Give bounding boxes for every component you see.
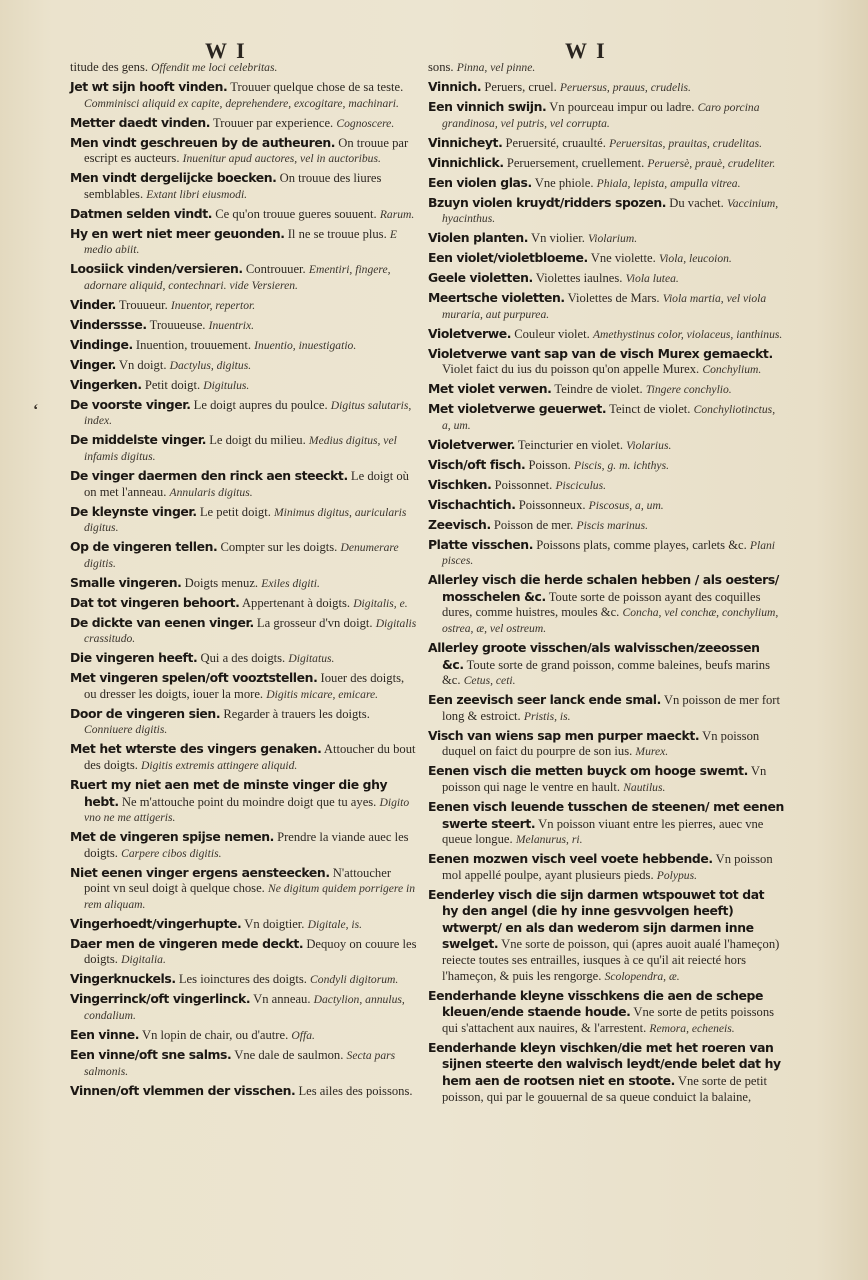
- dictionary-entry: [428, 640, 784, 689]
- entry-french-gloss: Peruers, cruel.: [484, 79, 557, 94]
- entry-latin-gloss: Pristis, is.: [523, 709, 571, 723]
- entry-latin-gloss: Conniuere digitis.: [84, 723, 168, 737]
- entry-french-gloss: Prendre la viande auec les doigts.: [84, 830, 409, 860]
- entry-headword: Vinnicheyt.: [428, 134, 503, 150]
- dictionary-entry: [428, 270, 784, 287]
- entry-french-gloss: Violet faict du ius du poisson qu'on appelle Murex.: [442, 362, 700, 377]
- entry-latin-gloss: Ementiri, fingere, adornare aliquid, contechnari. vide Versieren.: [84, 263, 391, 292]
- entry-french-gloss: Vn lopin de chair, ou d'autre.: [142, 1027, 289, 1042]
- entry-latin-gloss: Digitatus.: [288, 652, 335, 666]
- entry-french-gloss: Poisson de mer.: [493, 517, 574, 532]
- entry-french-gloss: Toute sorte de grand poisson, comme baleines, beufs marins &c.: [442, 657, 770, 688]
- dictionary-entry: [70, 865, 418, 913]
- entry-latin-gloss: Conchyliotinctus, a, um.: [442, 403, 776, 432]
- entry-french-gloss: Trouuer quelque chose de sa teste.: [230, 79, 404, 94]
- entry-french-gloss: Les ailes des poissons.: [298, 1083, 413, 1098]
- entry-french-gloss: Le petit doigt.: [199, 504, 271, 519]
- entry-latin-gloss: Phiala, lepista, ampulla vitrea.: [596, 176, 741, 190]
- entry-latin-gloss: Scolopendra, æ.: [604, 969, 680, 983]
- entry-headword: Visch/oft fisch.: [428, 456, 526, 472]
- entry-headword: Violetverwer.: [428, 436, 515, 452]
- entry-headword: Een zeevisch seer lanck ende smal.: [428, 692, 661, 708]
- entry-headword: Dat tot vingeren behoort.: [70, 594, 240, 610]
- entry-headword: Smalle vingeren.: [70, 574, 182, 590]
- entry-latin-gloss: Inuentor, repertor.: [170, 298, 256, 312]
- entry-headword: Een violen glas.: [428, 174, 532, 190]
- entry-french-gloss: Controuuer.: [245, 262, 306, 277]
- dictionary-entry: [428, 326, 784, 343]
- entry-headword: Vingerrinck/oft vingerlinck.: [70, 991, 251, 1007]
- entry-french-gloss: Peruersement, cruellement.: [506, 155, 645, 170]
- entry-french-gloss: Doigts menuz.: [184, 575, 259, 590]
- dictionary-entry: [428, 135, 784, 152]
- entry-latin-gloss: Digitulus.: [203, 378, 250, 392]
- entry-latin-gloss: Digitalia.: [121, 953, 166, 967]
- entry-headword: Vinger.: [70, 356, 116, 372]
- entry-french-gloss: Vn violier.: [531, 231, 585, 246]
- dictionary-entry: [70, 135, 418, 167]
- entry-latin-gloss: Peruersè, prauè, crudeliter.: [647, 156, 776, 170]
- dictionary-entry: [70, 432, 418, 464]
- entry-latin-gloss: Peruersitas, prauitas, crudelitas.: [609, 136, 763, 150]
- entry-french-gloss: N'attoucher point vn seul doigt à quelque chose.: [84, 865, 392, 896]
- entry-french-gloss: Teincturier en violet.: [517, 437, 623, 452]
- dictionary-entry: [70, 971, 418, 988]
- entry-headword: Met het wterste des vingers genaken.: [70, 741, 322, 757]
- entry-headword: De vinger daermen den rinck aen steeckt.: [70, 467, 348, 483]
- entry-headword: Vingerken.: [70, 376, 142, 392]
- entry-latin-gloss: Digitalis, e.: [353, 596, 408, 610]
- dictionary-entry: [428, 887, 784, 985]
- entry-headword: De voorste vinger.: [70, 396, 191, 412]
- entry-headword: Vinderssse.: [70, 316, 147, 332]
- running-head-left: W I: [205, 38, 247, 63]
- entry-headword: Vinnich.: [428, 78, 482, 94]
- entry-french-gloss: Du vachet.: [669, 195, 724, 210]
- entry-headword: Vingerknuckels.: [70, 971, 176, 987]
- entry-french-gloss: titude des gens.: [70, 60, 148, 74]
- dictionary-entry: [70, 991, 418, 1023]
- entry-latin-gloss: Inuentio, inuestigatio.: [254, 338, 357, 352]
- entry-french-gloss: Couleur violet.: [514, 326, 590, 341]
- entry-latin-gloss: Denumerare digitis.: [84, 541, 399, 570]
- entry-french-gloss: Vn pourceau impur ou ladre.: [549, 99, 695, 114]
- entry-french-gloss: Vne phiole.: [534, 175, 594, 190]
- entry-latin-gloss: Digitus salutaris, index.: [84, 398, 412, 428]
- entry-french-gloss: Iouer des doigts, ou dresser les doigts, iouer la more.: [84, 671, 405, 701]
- entry-latin-gloss: Medius digitus, vel infamis digitus.: [84, 434, 397, 463]
- entry-headword: Met violet verwen.: [428, 381, 552, 397]
- dictionary-entry: [70, 60, 418, 76]
- entry-latin-gloss: Digitis extremis attingere aliquid.: [141, 758, 298, 772]
- entry-latin-gloss: Nautilus.: [623, 780, 666, 794]
- entry-headword: Vinnichlick.: [428, 154, 504, 170]
- entry-french-gloss: Compter sur les doigts.: [220, 540, 338, 555]
- dictionary-entry: [70, 595, 418, 612]
- entry-french-gloss: Dequoy on couure les doigts.: [84, 936, 417, 967]
- entry-headword: Violetverwe.: [428, 325, 512, 341]
- entry-latin-gloss: Tingere conchylio.: [645, 383, 732, 397]
- dictionary-entry: [70, 1083, 418, 1100]
- dictionary-entry: [70, 670, 418, 702]
- entry-latin-gloss: Digitale, is.: [307, 917, 363, 931]
- dictionary-entry: [70, 357, 418, 374]
- entry-french-gloss: Vn poisson duquel on faict du pourpre de son ius.: [442, 728, 760, 759]
- dictionary-entry: [70, 206, 418, 223]
- entry-french-gloss: On trouue par escript es aucteurs.: [84, 135, 409, 166]
- entry-headword: De middelste vinger.: [70, 432, 207, 448]
- entry-french-gloss: Poisson.: [528, 457, 571, 472]
- entry-headword: Vingerhoedt/vingerhupte.: [70, 915, 242, 931]
- entry-headword: Allerley groote visschen/als walvisschen/zeeossen &c.: [428, 640, 760, 672]
- entry-headword: Loosiick vinden/versieren.: [70, 261, 243, 277]
- entry-french-gloss: Violettes iaulnes.: [535, 271, 623, 286]
- dictionary-entry: [70, 377, 418, 394]
- page-header: [0, 38, 868, 62]
- entry-headword: Violetverwe vant sap van de visch Murex gemaeckt.: [428, 345, 773, 361]
- entry-headword: Eenen visch leuende tusschen de steenen/ met eenen swerte steert.: [428, 798, 784, 831]
- dictionary-entry: [428, 290, 784, 322]
- entry-french-gloss: On trouue des liures semblables.: [84, 171, 382, 201]
- entry-headword: Platte visschen.: [428, 536, 534, 552]
- dictionary-entry: [70, 170, 418, 202]
- entry-latin-gloss: Ne digitum quidem porrigere in rem aliquam.: [84, 882, 416, 911]
- entry-latin-gloss: Rarum.: [379, 207, 415, 221]
- dictionary-entry: [428, 401, 784, 433]
- dictionary-entry: [428, 851, 784, 883]
- entry-french-gloss: Attoucher du bout des doigts.: [84, 742, 416, 772]
- entry-french-gloss: Peruersité, cruaulté.: [505, 135, 606, 150]
- entry-latin-gloss: Peruersus, prauus, crudelis.: [559, 80, 691, 94]
- dictionary-entry: [70, 297, 418, 314]
- dictionary-entry: [428, 175, 784, 192]
- dictionary-entry: [70, 539, 418, 571]
- entry-headword: Met de vingeren spijse nemen.: [70, 829, 274, 845]
- dictionary-entry: [70, 397, 418, 429]
- entry-latin-gloss: Plani pisces.: [442, 538, 776, 568]
- dictionary-entry: [70, 1047, 418, 1079]
- entry-french-gloss: Ne m'attouche point du moindre doigt que tu ayes.: [121, 794, 377, 809]
- entry-latin-gloss: Digito vno ne me attigeris.: [84, 795, 410, 825]
- dictionary-entry: [428, 728, 784, 760]
- entry-french-gloss: Vne sorte de poisson, qui (apres auoit aualé l'hameçon) reiecte toutes ses entrailles, iusques à ce qu'il ait reiecté hors l'hameçon, & puis les rengorge.: [442, 937, 780, 983]
- dictionary-entry: [70, 468, 418, 500]
- entry-headword: Vischachtich.: [428, 496, 516, 512]
- entry-french-gloss: Vn poisson mol appellé poulpe, ayant plusieurs pieds.: [442, 852, 773, 882]
- entry-headword: Eenderhande kleyne visschkens die aen de schepe kleuen/ende staende houde.: [428, 987, 763, 1020]
- entry-headword: Hy en wert niet meer geuonden.: [70, 225, 285, 241]
- entry-french-gloss: Qui a des doigts.: [200, 651, 286, 666]
- entry-latin-gloss: Viola lutea.: [625, 272, 679, 286]
- dictionary-entry: [70, 650, 418, 667]
- entry-latin-gloss: Minimus digitus, auricularis digitus.: [84, 505, 407, 535]
- left-column: [70, 60, 418, 1103]
- entry-french-gloss: Teindre de violet.: [554, 382, 643, 397]
- entry-latin-gloss: Carpere cibos digitis.: [121, 846, 222, 860]
- entry-latin-gloss: Dactylus, digitus.: [169, 358, 252, 372]
- dictionary-entry: [428, 763, 784, 795]
- entry-headword: Die vingeren heeft.: [70, 650, 198, 666]
- entry-latin-gloss: Murex.: [635, 745, 669, 759]
- entry-headword: Men vindt dergelijcke boecken.: [70, 170, 277, 186]
- dictionary-entry: [428, 155, 784, 172]
- entry-headword: Violen planten.: [428, 230, 529, 246]
- entry-latin-gloss: Offa.: [291, 1028, 315, 1042]
- entry-french-gloss: Appertenant à doigts.: [241, 595, 351, 610]
- entry-latin-gloss: Annularis digitus.: [169, 485, 253, 499]
- entry-headword: Allerley visch die herde schalen hebben / als oesters/ mosschelen &c.: [428, 572, 779, 604]
- entry-latin-gloss: Cognoscere.: [336, 116, 395, 130]
- entry-latin-gloss: Caro porcina grandinosa, vel putris, vel corrupta.: [442, 100, 760, 130]
- entry-headword: Door de vingeren sien.: [70, 705, 221, 721]
- entry-latin-gloss: Amethystinus color, violaceus, ianthinus.: [592, 327, 783, 341]
- entry-latin-gloss: Secta pars salmonis.: [84, 1048, 396, 1078]
- dictionary-entry: [428, 477, 784, 494]
- entry-french-gloss: Toute sorte de poisson ayant des coquilles dures, comme huistres, moules &c.: [442, 589, 761, 620]
- entry-headword: Een violet/violetbloeme.: [428, 250, 588, 266]
- entry-headword: Een vinne/oft sne salms.: [70, 1046, 232, 1062]
- entry-french-gloss: Vne sorte de petits poissons qui s'attachent aux nauires, & l'arrestent.: [442, 1005, 775, 1035]
- dictionary-entry: [70, 115, 418, 132]
- dictionary-entry: [70, 916, 418, 933]
- entry-headword: Vindinge.: [70, 336, 133, 352]
- entry-french-gloss: Trouueur.: [118, 297, 168, 312]
- entry-latin-gloss: Viola, leucoion.: [658, 252, 732, 266]
- entry-latin-gloss: Exiles digiti.: [261, 576, 320, 590]
- entry-french-gloss: Poissonneux.: [518, 497, 586, 512]
- dictionary-entry: [70, 615, 418, 647]
- entry-latin-gloss: Viola martia, vel viola muraria, aut purpurea.: [442, 292, 767, 321]
- dictionary-entry: [428, 692, 784, 724]
- entry-french-gloss: Vne violette.: [590, 251, 656, 266]
- dictionary-entry: [70, 261, 418, 293]
- entry-headword: De kleynste vinger.: [70, 503, 197, 519]
- entry-french-gloss: Vne dale de saulmon.: [234, 1047, 344, 1062]
- right-column: [428, 60, 784, 1109]
- entry-french-gloss: Vn poisson de mer fort long & estroict.: [442, 693, 780, 723]
- entry-latin-gloss: Remora, echeneis.: [649, 1021, 735, 1035]
- entry-headword: Jet wt sijn hooft vinden.: [70, 78, 228, 94]
- dictionary-entry: [428, 79, 784, 96]
- dictionary-entry: [70, 1027, 418, 1044]
- entry-headword: Men vindt geschreuen by de autheuren.: [70, 134, 336, 150]
- entry-french-gloss: sons.: [428, 60, 454, 74]
- dictionary-entry: [70, 575, 418, 592]
- entry-french-gloss: Regarder à trauers les doigts.: [223, 706, 370, 721]
- entry-headword: Een vinnich swijn.: [428, 98, 547, 114]
- entry-headword: Op de vingeren tellen.: [70, 539, 218, 555]
- entry-headword: Eenderhande kleyn vischken/die met het roeren van sijnen steerte den walvisch leydt/ende belet dat hy hem aen de rootsen niet en stoote.: [428, 1039, 781, 1088]
- entry-french-gloss: Violettes de Mars.: [567, 291, 660, 306]
- entry-french-gloss: Il ne se trouue plus.: [287, 226, 387, 241]
- dictionary-entry: [428, 799, 784, 848]
- entry-french-gloss: Vn poisson qui nage le ventre en hault.: [442, 764, 767, 794]
- dictionary-entry: [70, 777, 418, 826]
- dictionary-entry: [428, 195, 784, 227]
- entry-french-gloss: Trouueuse.: [149, 317, 206, 332]
- entry-french-gloss: La grosseur d'vn doigt.: [256, 615, 373, 630]
- entry-french-gloss: Le doigt où on met l'anneau.: [84, 468, 409, 499]
- entry-french-gloss: Poissons plats, comme playes, carlets &c.: [536, 537, 747, 552]
- entry-latin-gloss: Inuenitur apud auctores, vel in auctoribus.: [182, 152, 381, 166]
- dictionary-entry: [70, 79, 418, 111]
- entry-headword: De dickte van eenen vinger.: [70, 614, 254, 630]
- entry-latin-gloss: Piscis, g. m. ichthys.: [573, 458, 669, 472]
- entry-french-gloss: Inuention, trouuement.: [135, 337, 251, 352]
- dictionary-entry: [428, 517, 784, 534]
- entry-latin-gloss: Polypus.: [656, 868, 698, 882]
- entry-latin-gloss: Piscis marinus.: [576, 518, 648, 532]
- dictionary-entry: [70, 741, 418, 773]
- entry-latin-gloss: Violarius.: [626, 438, 672, 452]
- entry-french-gloss: Les ioinctures des doigts.: [178, 972, 307, 987]
- dictionary-entry: [428, 497, 784, 514]
- dictionary-entry: [70, 936, 418, 968]
- entry-french-gloss: Vn doigtier.: [244, 916, 305, 931]
- entry-headword: Eenen visch die metten buyck om hooge swemt.: [428, 763, 748, 779]
- entry-latin-gloss: Inuentrix.: [208, 318, 255, 332]
- entry-headword: Metter daedt vinden.: [70, 114, 211, 130]
- entry-french-gloss: Vn poisson viuant entre les pierres, auec vne queue longue.: [442, 816, 764, 847]
- dictionary-entry: [428, 250, 784, 267]
- dictionary-entry: [70, 317, 418, 334]
- entry-french-gloss: Teinct de violet.: [609, 402, 691, 417]
- entry-latin-gloss: Vaccinium, hyacinthus.: [442, 196, 779, 226]
- entry-french-gloss: Le doigt du milieu.: [209, 433, 306, 448]
- dictionary-entry: [428, 537, 784, 569]
- entry-french-gloss: Poissonnet.: [494, 477, 553, 492]
- entry-headword: Zeevisch.: [428, 516, 491, 532]
- entry-latin-gloss: Conchylium.: [702, 363, 762, 377]
- entry-latin-gloss: Comminisci aliquid ex capite, deprehendere, excogitare, machinari.: [84, 96, 399, 110]
- entry-headword: Geele violetten.: [428, 270, 533, 286]
- entry-french-gloss: Petit doigt.: [144, 377, 201, 392]
- dictionary-entry: [428, 230, 784, 247]
- entry-latin-gloss: Dactylion, annulus, condalium.: [84, 993, 405, 1022]
- entry-latin-gloss: Extant libri eiusmodi.: [146, 187, 248, 201]
- entry-headword: Bzuyn violen kruydt/ridders spozen.: [428, 194, 667, 210]
- dictionary-entry: [70, 706, 418, 738]
- entry-latin-gloss: Offendit me loci celebritas.: [151, 61, 278, 74]
- entry-latin-gloss: Pinna, vel pinne.: [456, 61, 536, 74]
- entry-headword: Met vingeren spelen/oft vooztstellen.: [70, 670, 318, 686]
- entry-french-gloss: Le doigt aupres du poulce.: [193, 397, 328, 412]
- entry-headword: Een vinne.: [70, 1026, 140, 1042]
- entry-headword: Vinnen/oft vlemmen der visschen.: [70, 1082, 296, 1098]
- entry-headword: Daer men de vingeren mede deckt.: [70, 935, 304, 951]
- running-head-right: W I: [565, 38, 607, 63]
- entry-french-gloss: Trouuer par experience.: [213, 115, 334, 130]
- entry-latin-gloss: E medio abiit.: [84, 227, 397, 257]
- entry-headword: Visch van wiens sap men purper maeckt.: [428, 727, 700, 743]
- dictionary-entry: [428, 99, 784, 131]
- entry-latin-gloss: Melanurus, ri.: [515, 833, 583, 847]
- entry-latin-gloss: Piscosus, a, um.: [588, 498, 664, 512]
- entry-headword: Niet eenen vinger ergens aensteecken.: [70, 864, 330, 880]
- entry-french-gloss: Vn doigt.: [118, 357, 167, 372]
- entry-headword: Vinder.: [70, 296, 116, 312]
- entry-headword: Meertsche violetten.: [428, 290, 565, 306]
- entry-latin-gloss: Cetus, ceti.: [463, 674, 516, 688]
- entry-latin-gloss: Digitis micare, emicare.: [266, 687, 379, 701]
- dictionary-entry: [428, 60, 784, 76]
- entry-latin-gloss: Violarium.: [588, 232, 638, 246]
- dictionary-entry: [428, 437, 784, 454]
- entry-french-gloss: Vn anneau.: [253, 992, 311, 1007]
- entry-headword: Datmen selden vindt.: [70, 205, 213, 221]
- dictionary-entry: [428, 457, 784, 474]
- dictionary-entry: [70, 504, 418, 536]
- entry-french-gloss: Vne sorte de petit poisson, qui par le gouuernal de sa queue conduict la balaine,: [442, 1073, 768, 1104]
- dictionary-entry: [70, 226, 418, 258]
- dictionary-entry: [428, 572, 784, 636]
- dictionary-entry: [428, 988, 784, 1037]
- dictionary-entry: [428, 1040, 784, 1105]
- entry-latin-gloss: Digitalis crassitudo.: [84, 616, 417, 646]
- dictionary-entry: [428, 346, 784, 378]
- entry-headword: Eenderley visch die sijn darmen wtspouwet tot dat hy den angel (die hy inne gesvvolgen heeft) wtwerpt/ en als dan wederom sijn darmen inne swelget.: [428, 886, 765, 952]
- dictionary-entry: [70, 337, 418, 354]
- entry-headword: Eenen mozwen visch veel voete hebbende.: [428, 851, 713, 867]
- entry-headword: Ruert my niet aen met de minste vinger die ghy hebt.: [70, 776, 388, 809]
- entry-latin-gloss: Condyli digitorum.: [310, 973, 399, 987]
- dictionary-entry: [428, 381, 784, 398]
- entry-french-gloss: Ce qu'on trouue gueres souuent.: [215, 206, 377, 221]
- entry-latin-gloss: Pisciculus.: [555, 478, 607, 492]
- margin-mark: ʻ: [33, 402, 39, 419]
- entry-latin-gloss: Concha, vel conchæ, conchylium, ostrea, æ, vel ostreum.: [442, 606, 779, 636]
- dictionary-entry: [70, 829, 418, 861]
- entry-headword: Met violetverwe geuerwet.: [428, 401, 607, 417]
- entry-headword: Vischken.: [428, 476, 492, 492]
